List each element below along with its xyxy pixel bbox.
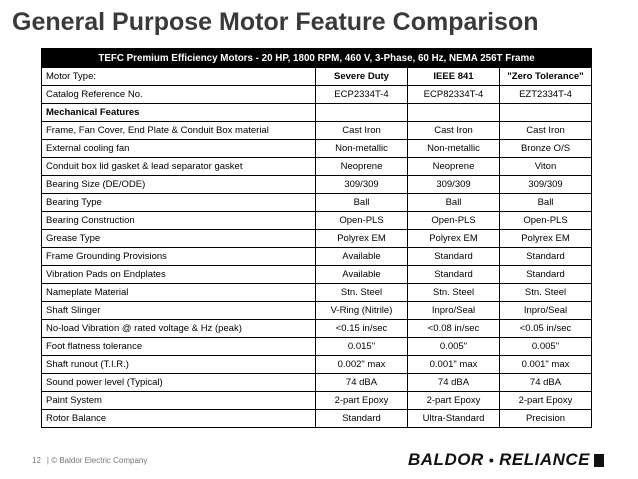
row-value: Ball — [500, 194, 592, 212]
table-row — [42, 374, 592, 392]
row-value: 309/309 — [316, 176, 408, 194]
row-value: Inpro/Seal — [408, 302, 500, 320]
row-value: Ultra-Standard — [408, 410, 500, 428]
row-value: Open-PLS — [408, 212, 500, 230]
row-value: Standard — [500, 248, 592, 266]
row-value: <0.05 in/sec — [500, 320, 592, 338]
row-label: Shaft runout (T.I.R.) — [42, 356, 316, 374]
row-value: Precision — [500, 410, 592, 428]
row-value: 74 dBA — [408, 374, 500, 392]
table-row — [42, 230, 592, 248]
row-value: Neoprene — [408, 158, 500, 176]
row-value: Viton — [500, 158, 592, 176]
logo-mark-icon — [594, 454, 604, 467]
row-label: Frame Grounding Provisions — [42, 248, 316, 266]
row-value: <0.15 in/sec — [316, 320, 408, 338]
row-value: Cast Iron — [500, 122, 592, 140]
row-value: ECP82334T-4 — [408, 86, 500, 104]
table-row — [42, 266, 592, 284]
row-label: Paint System — [42, 392, 316, 410]
row-value: ECP2334T-4 — [316, 86, 408, 104]
row-value: <0.08 in/sec — [408, 320, 500, 338]
row-value: Standard — [408, 248, 500, 266]
table-row — [42, 392, 592, 410]
row-label: Conduit box lid gasket & lead separator gasket — [42, 158, 316, 176]
row-label: Bearing Type — [42, 194, 316, 212]
footer — [32, 456, 147, 465]
row-value: Cast Iron — [408, 122, 500, 140]
row-value: Standard — [316, 410, 408, 428]
copyright-text: | © Baldor Electric Company — [46, 456, 148, 465]
row-value: Ball — [316, 194, 408, 212]
table-row — [42, 284, 592, 302]
row-value: Polyrex EM — [316, 230, 408, 248]
row-label: No-load Vibration @ rated voltage & Hz (peak) — [42, 320, 316, 338]
row-value: Inpro/Seal — [500, 302, 592, 320]
row-label: Foot flatness tolerance — [42, 338, 316, 356]
logo-dot: • — [488, 452, 495, 468]
row-value: EZT2334T-4 — [500, 86, 592, 104]
page-number: 12 — [32, 456, 41, 465]
comparison-table — [41, 48, 592, 428]
row-value: Neoprene — [316, 158, 408, 176]
row-value: Cast Iron — [316, 122, 408, 140]
row-label: Frame, Fan Cover, End Plate & Conduit Box material — [42, 122, 316, 140]
row-value: Available — [316, 266, 408, 284]
row-label: Shaft Slinger — [42, 302, 316, 320]
row-label: Catalog Reference No. — [42, 86, 316, 104]
table-row — [42, 338, 592, 356]
row-value: Non-metallic — [408, 140, 500, 158]
row-value: 0.001" max — [500, 356, 592, 374]
row-label: Nameplate Material — [42, 284, 316, 302]
table-banner: TEFC Premium Efficiency Motors - 20 HP, 1800 RPM, 460 V, 3-Phase, 60 Hz, NEMA 256T Frame — [42, 49, 592, 68]
table-row — [42, 194, 592, 212]
row-value: 0.005" — [408, 338, 500, 356]
table-row — [42, 212, 592, 230]
row-value: Polyrex EM — [500, 230, 592, 248]
row-value: Standard — [500, 266, 592, 284]
row-value: Polyrex EM — [408, 230, 500, 248]
row-value: Available — [316, 248, 408, 266]
row-value: 0.015" — [316, 338, 408, 356]
page-title: General Purpose Motor Feature Comparison — [12, 8, 539, 36]
table-row — [42, 410, 592, 428]
table-row — [42, 158, 592, 176]
row-value: 0.002" max — [316, 356, 408, 374]
table-row — [42, 356, 592, 374]
row-label: Vibration Pads on Endplates — [42, 266, 316, 284]
logo-text-reliance: RELIANCE — [499, 450, 591, 469]
row-value: 0.005" — [500, 338, 592, 356]
row-label: Bearing Construction — [42, 212, 316, 230]
row-value — [316, 104, 408, 122]
table-row — [42, 140, 592, 158]
row-label: External cooling fan — [42, 140, 316, 158]
row-value: 309/309 — [408, 176, 500, 194]
logo-text-baldor: BALDOR — [408, 450, 484, 469]
row-label: Bearing Size (DE/ODE) — [42, 176, 316, 194]
row-value: Severe Duty — [316, 68, 408, 86]
row-value: Open-PLS — [500, 212, 592, 230]
row-label: Motor Type: — [42, 68, 316, 86]
row-label: Rotor Balance — [42, 410, 316, 428]
table-row — [42, 320, 592, 338]
table-row — [42, 302, 592, 320]
row-value: Open-PLS — [316, 212, 408, 230]
row-label: Sound power level (Typical) — [42, 374, 316, 392]
table-row — [42, 248, 592, 266]
row-value: V-Ring (Nitrile) — [316, 302, 408, 320]
table-row — [42, 122, 592, 140]
row-value: Bronze O/S — [500, 140, 592, 158]
row-value: Non-metallic — [316, 140, 408, 158]
row-value: Stn. Steel — [408, 284, 500, 302]
row-value: 2-part Epoxy — [316, 392, 408, 410]
row-value: Ball — [408, 194, 500, 212]
row-value: Stn. Steel — [316, 284, 408, 302]
row-value: Standard — [408, 266, 500, 284]
row-value: "Zero Tolerance" — [500, 68, 592, 86]
table-row — [42, 68, 592, 86]
row-value: 74 dBA — [500, 374, 592, 392]
table-row — [42, 176, 592, 194]
baldor-reliance-logo — [408, 450, 604, 470]
table-row — [42, 104, 592, 122]
row-value — [500, 104, 592, 122]
row-value: 2-part Epoxy — [500, 392, 592, 410]
row-value — [408, 104, 500, 122]
row-label: Grease Type — [42, 230, 316, 248]
row-value: 0.001" max — [408, 356, 500, 374]
row-value: Stn. Steel — [500, 284, 592, 302]
row-value: 309/309 — [500, 176, 592, 194]
row-value: 2-part Epoxy — [408, 392, 500, 410]
row-value: 74 dBA — [316, 374, 408, 392]
table-row — [42, 86, 592, 104]
row-value: IEEE 841 — [408, 68, 500, 86]
row-label: Mechanical Features — [42, 104, 316, 122]
table-body — [42, 68, 592, 428]
